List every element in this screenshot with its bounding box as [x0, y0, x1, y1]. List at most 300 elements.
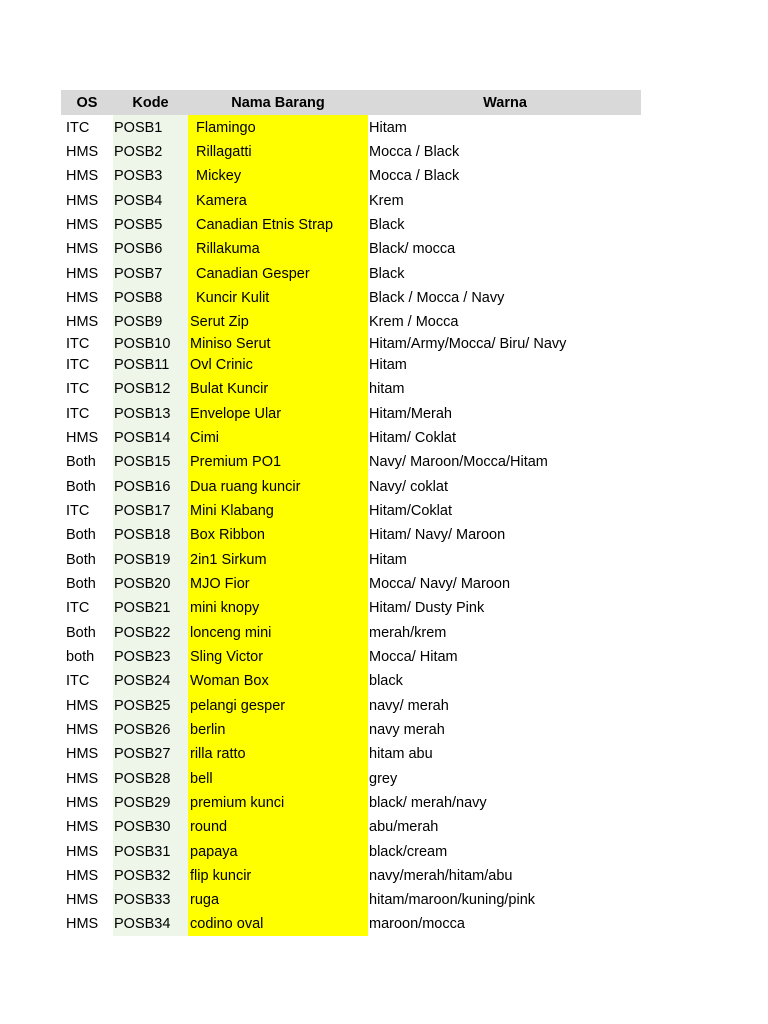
cell-kode-text: POSB9 [114, 314, 163, 330]
cell-warna-text: navy merah [369, 722, 445, 738]
cell-os-text: ITC [66, 673, 90, 689]
cell-warna [368, 791, 641, 815]
cell-kode-text: POSB2 [114, 144, 163, 160]
cell-warna-text: Hitam/ Dusty Pink [369, 600, 485, 616]
cell-nama-barang-text: rilla ratto [190, 746, 246, 762]
cell-kode-text: POSB11 [114, 357, 170, 373]
header-nama-barang: Nama Barang [188, 90, 368, 115]
cell-os [61, 286, 113, 310]
table-row [61, 450, 641, 474]
cell-nama-barang [188, 426, 368, 450]
cell-kode [113, 401, 188, 426]
cell-warna [368, 377, 641, 401]
table-row [61, 742, 641, 766]
cell-os [61, 718, 113, 742]
cell-nama-barang [188, 572, 368, 596]
cell-nama-barang [188, 237, 368, 261]
cell-os [61, 596, 113, 620]
cell-kode [113, 596, 188, 620]
cell-os-text: HMS [66, 843, 99, 860]
cell-warna [368, 766, 641, 791]
cell-warna-text: maroon/mocca [369, 916, 465, 932]
cell-nama-barang [188, 815, 368, 839]
cell-os-text: HMS [66, 795, 99, 811]
cell-warna [368, 839, 641, 864]
cell-warna [368, 645, 641, 669]
cell-os-text: ITC [66, 119, 90, 136]
table-row [61, 286, 641, 310]
table-row [61, 426, 641, 450]
cell-kode [113, 547, 188, 572]
cell-warna [368, 237, 641, 261]
header-os: OS [76, 94, 98, 111]
cell-os [61, 888, 113, 912]
cell-os [61, 620, 113, 645]
cell-kode-text: POSB10 [114, 335, 171, 352]
cell-nama-barang [188, 286, 368, 310]
cell-kode-text: POSB24 [114, 673, 171, 689]
cell-nama-barang-text: round [190, 819, 228, 835]
cell-nama-barang-text: Cimi [190, 430, 219, 446]
cell-nama-barang-text: Serut Zip [190, 314, 249, 330]
cell-nama-barang-text: Mini Klabang [190, 503, 274, 519]
cell-kode [113, 669, 188, 693]
cell-kode-text: POSB22 [114, 624, 171, 641]
cell-os [61, 669, 113, 693]
cell-nama-barang-text: Box Ribbon [190, 527, 265, 543]
cell-kode [113, 693, 188, 718]
table-row [61, 499, 641, 523]
cell-warna-text: Hitam [369, 119, 407, 136]
cell-nama-barang-text: codino oval [190, 916, 264, 932]
cell-nama-barang [188, 669, 368, 693]
cell-kode [113, 164, 188, 188]
cell-kode-text: POSB3 [114, 168, 163, 184]
cell-nama-barang-text: mini knopy [190, 600, 260, 616]
cell-os [61, 450, 113, 474]
cell-warna-text: Mocca / Black [369, 144, 460, 160]
cell-warna-text: hitam [369, 381, 405, 397]
cell-os-text: ITC [66, 381, 90, 397]
cell-kode-text: POSB34 [114, 916, 171, 932]
cell-nama-barang-text: Rillagatti [196, 144, 252, 160]
cell-kode [113, 237, 188, 261]
cell-os-text: HMS [66, 746, 99, 762]
cell-warna [368, 450, 641, 474]
table-row [61, 237, 641, 261]
cell-nama-barang [188, 450, 368, 474]
cell-nama-barang [188, 353, 368, 377]
cell-kode-text: POSB20 [114, 576, 171, 592]
cell-nama-barang-text: Bulat Kuncir [190, 381, 269, 397]
cell-warna-text: grey [369, 770, 398, 787]
cell-warna [368, 718, 641, 742]
cell-kode [113, 499, 188, 523]
cell-os-text: HMS [66, 144, 99, 160]
cell-warna-text: hitam/maroon/kuning/pink [369, 892, 536, 908]
cell-kode [113, 261, 188, 286]
cell-kode-text: POSB18 [114, 527, 171, 543]
cell-kode [113, 115, 188, 140]
cell-kode-text: POSB13 [114, 405, 171, 422]
table-row [61, 523, 641, 547]
table-row [61, 888, 641, 912]
cell-nama-barang [188, 888, 368, 912]
cell-warna-text: Black [369, 265, 405, 282]
cell-kode-text: POSB7 [114, 265, 163, 282]
cell-os [61, 474, 113, 499]
cell-warna-text: Hitam/Coklat [369, 503, 452, 519]
cell-os-text: ITC [66, 405, 90, 422]
cell-kode [113, 310, 188, 334]
cell-kode-text: POSB31 [114, 843, 171, 860]
table-row [61, 766, 641, 791]
cell-os [61, 572, 113, 596]
cell-warna [368, 864, 641, 888]
cell-kode-text: POSB1 [114, 119, 163, 136]
cell-warna [368, 426, 641, 450]
cell-kode [113, 864, 188, 888]
table-row [61, 213, 641, 237]
table-row [61, 620, 641, 645]
cell-os-text: Both [66, 624, 96, 641]
cell-os [61, 645, 113, 669]
cell-os [61, 426, 113, 450]
cell-kode [113, 912, 188, 936]
cell-warna [368, 474, 641, 499]
cell-nama-barang-text: Envelope Ular [190, 405, 282, 422]
cell-os-text: HMS [66, 430, 99, 446]
cell-warna [368, 572, 641, 596]
cell-warna-text: Black / Mocca / Navy [369, 290, 505, 306]
cell-os-text: HMS [66, 892, 99, 908]
cell-nama-barang-text: Premium PO1 [190, 454, 282, 470]
cell-os [61, 815, 113, 839]
cell-warna-text: Hitam/ Coklat [369, 430, 457, 446]
cell-nama-barang-text: Sling Victor [190, 649, 264, 665]
cell-warna-text: black/ merah/navy [369, 795, 487, 811]
cell-nama-barang [188, 401, 368, 426]
cell-warna [368, 523, 641, 547]
cell-warna [368, 188, 641, 213]
cell-warna-text: navy/merah/hitam/abu [369, 868, 513, 884]
cell-kode [113, 188, 188, 213]
cell-kode-text: POSB17 [114, 503, 171, 519]
cell-kode-text: POSB26 [114, 722, 171, 738]
cell-nama-barang-text: bell [190, 770, 213, 787]
cell-os [61, 499, 113, 523]
cell-os-text: Both [66, 551, 96, 568]
cell-nama-barang [188, 864, 368, 888]
table-row [61, 115, 641, 140]
cell-os-text: HMS [66, 192, 99, 209]
cell-os-text: HMS [66, 265, 99, 282]
cell-nama-barang-text: Rillakuma [196, 241, 260, 257]
product-table [61, 90, 641, 936]
cell-nama-barang-text: pelangi gesper [190, 697, 286, 714]
cell-warna [368, 261, 641, 286]
cell-nama-barang [188, 693, 368, 718]
cell-kode [113, 450, 188, 474]
table-row [61, 353, 641, 377]
cell-os-text: ITC [66, 335, 90, 352]
cell-kode [113, 620, 188, 645]
cell-os-text: HMS [66, 168, 99, 184]
cell-warna [368, 912, 641, 936]
cell-kode [113, 353, 188, 377]
cell-warna-text: hitam abu [369, 746, 433, 762]
cell-warna-text: Mocca/ Navy/ Maroon [369, 576, 511, 592]
table-row [61, 474, 641, 499]
cell-kode-text: POSB32 [114, 868, 171, 884]
cell-warna [368, 742, 641, 766]
table-row [61, 693, 641, 718]
cell-os-text: ITC [66, 357, 90, 373]
table-row [61, 572, 641, 596]
cell-os-text: ITC [66, 503, 90, 519]
cell-warna-text: Hitam/ Navy/ Maroon [369, 527, 506, 543]
cell-warna [368, 620, 641, 645]
cell-warna-text: abu/merah [369, 819, 439, 835]
cell-kode [113, 766, 188, 791]
cell-warna [368, 164, 641, 188]
table-row [61, 864, 641, 888]
cell-nama-barang-text: premium kunci [190, 795, 285, 811]
cell-warna-text: Navy/ coklat [369, 478, 448, 495]
cell-kode-text: POSB21 [114, 600, 171, 616]
cell-os [61, 864, 113, 888]
cell-warna-text: Krem / Mocca [369, 314, 459, 330]
cell-warna-text: navy/ merah [369, 697, 449, 714]
cell-warna-text: black/cream [369, 843, 448, 860]
cell-warna [368, 353, 641, 377]
cell-nama-barang-text: berlin [190, 722, 226, 738]
cell-kode-text: POSB28 [114, 770, 171, 787]
cell-nama-barang [188, 839, 368, 864]
cell-nama-barang-text: Canadian Gesper [196, 265, 310, 282]
cell-os-text: HMS [66, 916, 99, 932]
cell-nama-barang-text: Dua ruang kuncir [190, 478, 301, 495]
cell-warna-text: Krem [369, 192, 404, 209]
cell-nama-barang [188, 596, 368, 620]
cell-kode [113, 286, 188, 310]
cell-nama-barang-text: flip kuncir [190, 868, 252, 884]
cell-warna [368, 547, 641, 572]
cell-os [61, 310, 113, 334]
cell-os-text: HMS [66, 314, 99, 330]
cell-os [61, 839, 113, 864]
cell-nama-barang [188, 718, 368, 742]
cell-warna [368, 115, 641, 140]
cell-kode [113, 815, 188, 839]
cell-kode [113, 334, 188, 353]
cell-warna-text: black [369, 673, 403, 689]
cell-kode [113, 572, 188, 596]
cell-nama-barang [188, 261, 368, 286]
cell-nama-barang-text: Flamingo [196, 119, 256, 136]
header-warna: Warna [483, 94, 527, 111]
cell-nama-barang-text: MJO Fior [190, 576, 250, 592]
cell-os-text: Both [66, 576, 96, 592]
table-body [61, 115, 641, 936]
cell-os-text: Both [66, 454, 96, 470]
cell-os-text: ITC [66, 600, 90, 616]
cell-kode-text: POSB25 [114, 697, 171, 714]
table-row [61, 645, 641, 669]
cell-nama-barang [188, 499, 368, 523]
cell-warna [368, 669, 641, 693]
table-row [61, 261, 641, 286]
cell-nama-barang [188, 742, 368, 766]
cell-kode [113, 523, 188, 547]
cell-warna-text: Hitam [369, 551, 407, 568]
cell-nama-barang [188, 164, 368, 188]
cell-kode [113, 213, 188, 237]
cell-nama-barang-text: Canadian Etnis Strap [196, 217, 334, 233]
cell-kode [113, 377, 188, 401]
cell-warna-text: Hitam/Army/Mocca/ Biru/ Navy [369, 335, 567, 352]
cell-kode-text: POSB23 [114, 649, 171, 665]
table-row [61, 912, 641, 936]
cell-nama-barang [188, 188, 368, 213]
cell-warna [368, 499, 641, 523]
header-kode: Kode [113, 90, 188, 115]
cell-kode-text: POSB27 [114, 746, 171, 762]
cell-os-text: HMS [66, 819, 99, 835]
cell-os [61, 547, 113, 572]
cell-kode-text: POSB19 [114, 551, 171, 568]
cell-nama-barang-text: Kuncir Kulit [196, 290, 270, 306]
cell-warna [368, 310, 641, 334]
table-row [61, 839, 641, 864]
cell-kode [113, 426, 188, 450]
cell-nama-barang [188, 523, 368, 547]
cell-kode-text: POSB29 [114, 795, 171, 811]
table-row [61, 377, 641, 401]
table-row [61, 718, 641, 742]
cell-kode [113, 645, 188, 669]
cell-nama-barang [188, 474, 368, 499]
cell-kode-text: POSB33 [114, 892, 171, 908]
cell-kode [113, 140, 188, 164]
cell-warna [368, 286, 641, 310]
cell-os [61, 377, 113, 401]
cell-warna-text: Navy/ Maroon/Mocca/Hitam [369, 454, 548, 470]
cell-nama-barang [188, 213, 368, 237]
cell-warna-text: Black [369, 217, 405, 233]
cell-nama-barang-text: Woman Box [190, 673, 269, 689]
cell-warna [368, 596, 641, 620]
cell-nama-barang [188, 766, 368, 791]
cell-warna [368, 401, 641, 426]
cell-nama-barang [188, 791, 368, 815]
cell-nama-barang-text: Miniso Serut [190, 335, 271, 352]
cell-kode-text: POSB30 [114, 819, 171, 835]
cell-nama-barang-text: Ovl Crinic [190, 357, 253, 373]
cell-nama-barang [188, 334, 368, 353]
cell-warna [368, 888, 641, 912]
cell-os [61, 912, 113, 936]
table-row [61, 401, 641, 426]
cell-warna [368, 815, 641, 839]
cell-os-text: both [66, 649, 95, 665]
cell-os [61, 188, 113, 213]
cell-nama-barang [188, 140, 368, 164]
table-row [61, 164, 641, 188]
cell-kode [113, 718, 188, 742]
cell-warna-text: merah/krem [369, 624, 447, 641]
cell-os-text: HMS [66, 241, 99, 257]
cell-nama-barang-text: papaya [190, 843, 238, 860]
cell-os [61, 237, 113, 261]
cell-os-text: Both [66, 478, 96, 495]
cell-nama-barang [188, 310, 368, 334]
cell-nama-barang [188, 547, 368, 572]
table-row [61, 791, 641, 815]
cell-warna [368, 140, 641, 164]
table-row [61, 669, 641, 693]
table-row [61, 140, 641, 164]
cell-kode-text: POSB12 [114, 381, 171, 397]
cell-os [61, 523, 113, 547]
cell-os [61, 164, 113, 188]
table-row [61, 188, 641, 213]
cell-nama-barang [188, 620, 368, 645]
cell-nama-barang [188, 645, 368, 669]
cell-nama-barang-text: Kamera [196, 192, 247, 209]
cell-kode-text: POSB15 [114, 454, 171, 470]
cell-nama-barang [188, 377, 368, 401]
cell-kode [113, 474, 188, 499]
cell-os-text: HMS [66, 217, 99, 233]
cell-os-text: HMS [66, 697, 99, 714]
table-row [61, 815, 641, 839]
cell-warna-text: Hitam [369, 357, 407, 373]
cell-os [61, 693, 113, 718]
cell-warna-text: Hitam/Merah [369, 405, 452, 422]
cell-warna-text: Mocca/ Hitam [369, 649, 458, 665]
cell-kode [113, 742, 188, 766]
cell-os-text: HMS [66, 290, 99, 306]
cell-os-text: HMS [66, 868, 99, 884]
cell-kode-text: POSB16 [114, 478, 171, 495]
cell-os [61, 115, 113, 140]
cell-kode-text: POSB5 [114, 217, 163, 233]
cell-os [61, 766, 113, 791]
cell-kode [113, 839, 188, 864]
cell-os-text: HMS [66, 722, 99, 738]
cell-warna [368, 334, 641, 353]
cell-os-text: HMS [66, 770, 99, 787]
cell-nama-barang-text: lonceng mini [190, 624, 272, 641]
cell-os [61, 261, 113, 286]
table-row [61, 596, 641, 620]
cell-warna-text: Mocca / Black [369, 168, 460, 184]
table-header [61, 90, 641, 115]
cell-os-text: Both [66, 527, 96, 543]
cell-kode-text: POSB14 [114, 430, 171, 446]
cell-os [61, 334, 113, 353]
cell-kode-text: POSB4 [114, 192, 163, 209]
cell-os [61, 401, 113, 426]
cell-nama-barang [188, 115, 368, 140]
cell-os [61, 742, 113, 766]
cell-nama-barang [188, 912, 368, 936]
cell-kode [113, 888, 188, 912]
cell-kode [113, 791, 188, 815]
cell-os [61, 140, 113, 164]
cell-nama-barang-text: Mickey [196, 168, 242, 184]
